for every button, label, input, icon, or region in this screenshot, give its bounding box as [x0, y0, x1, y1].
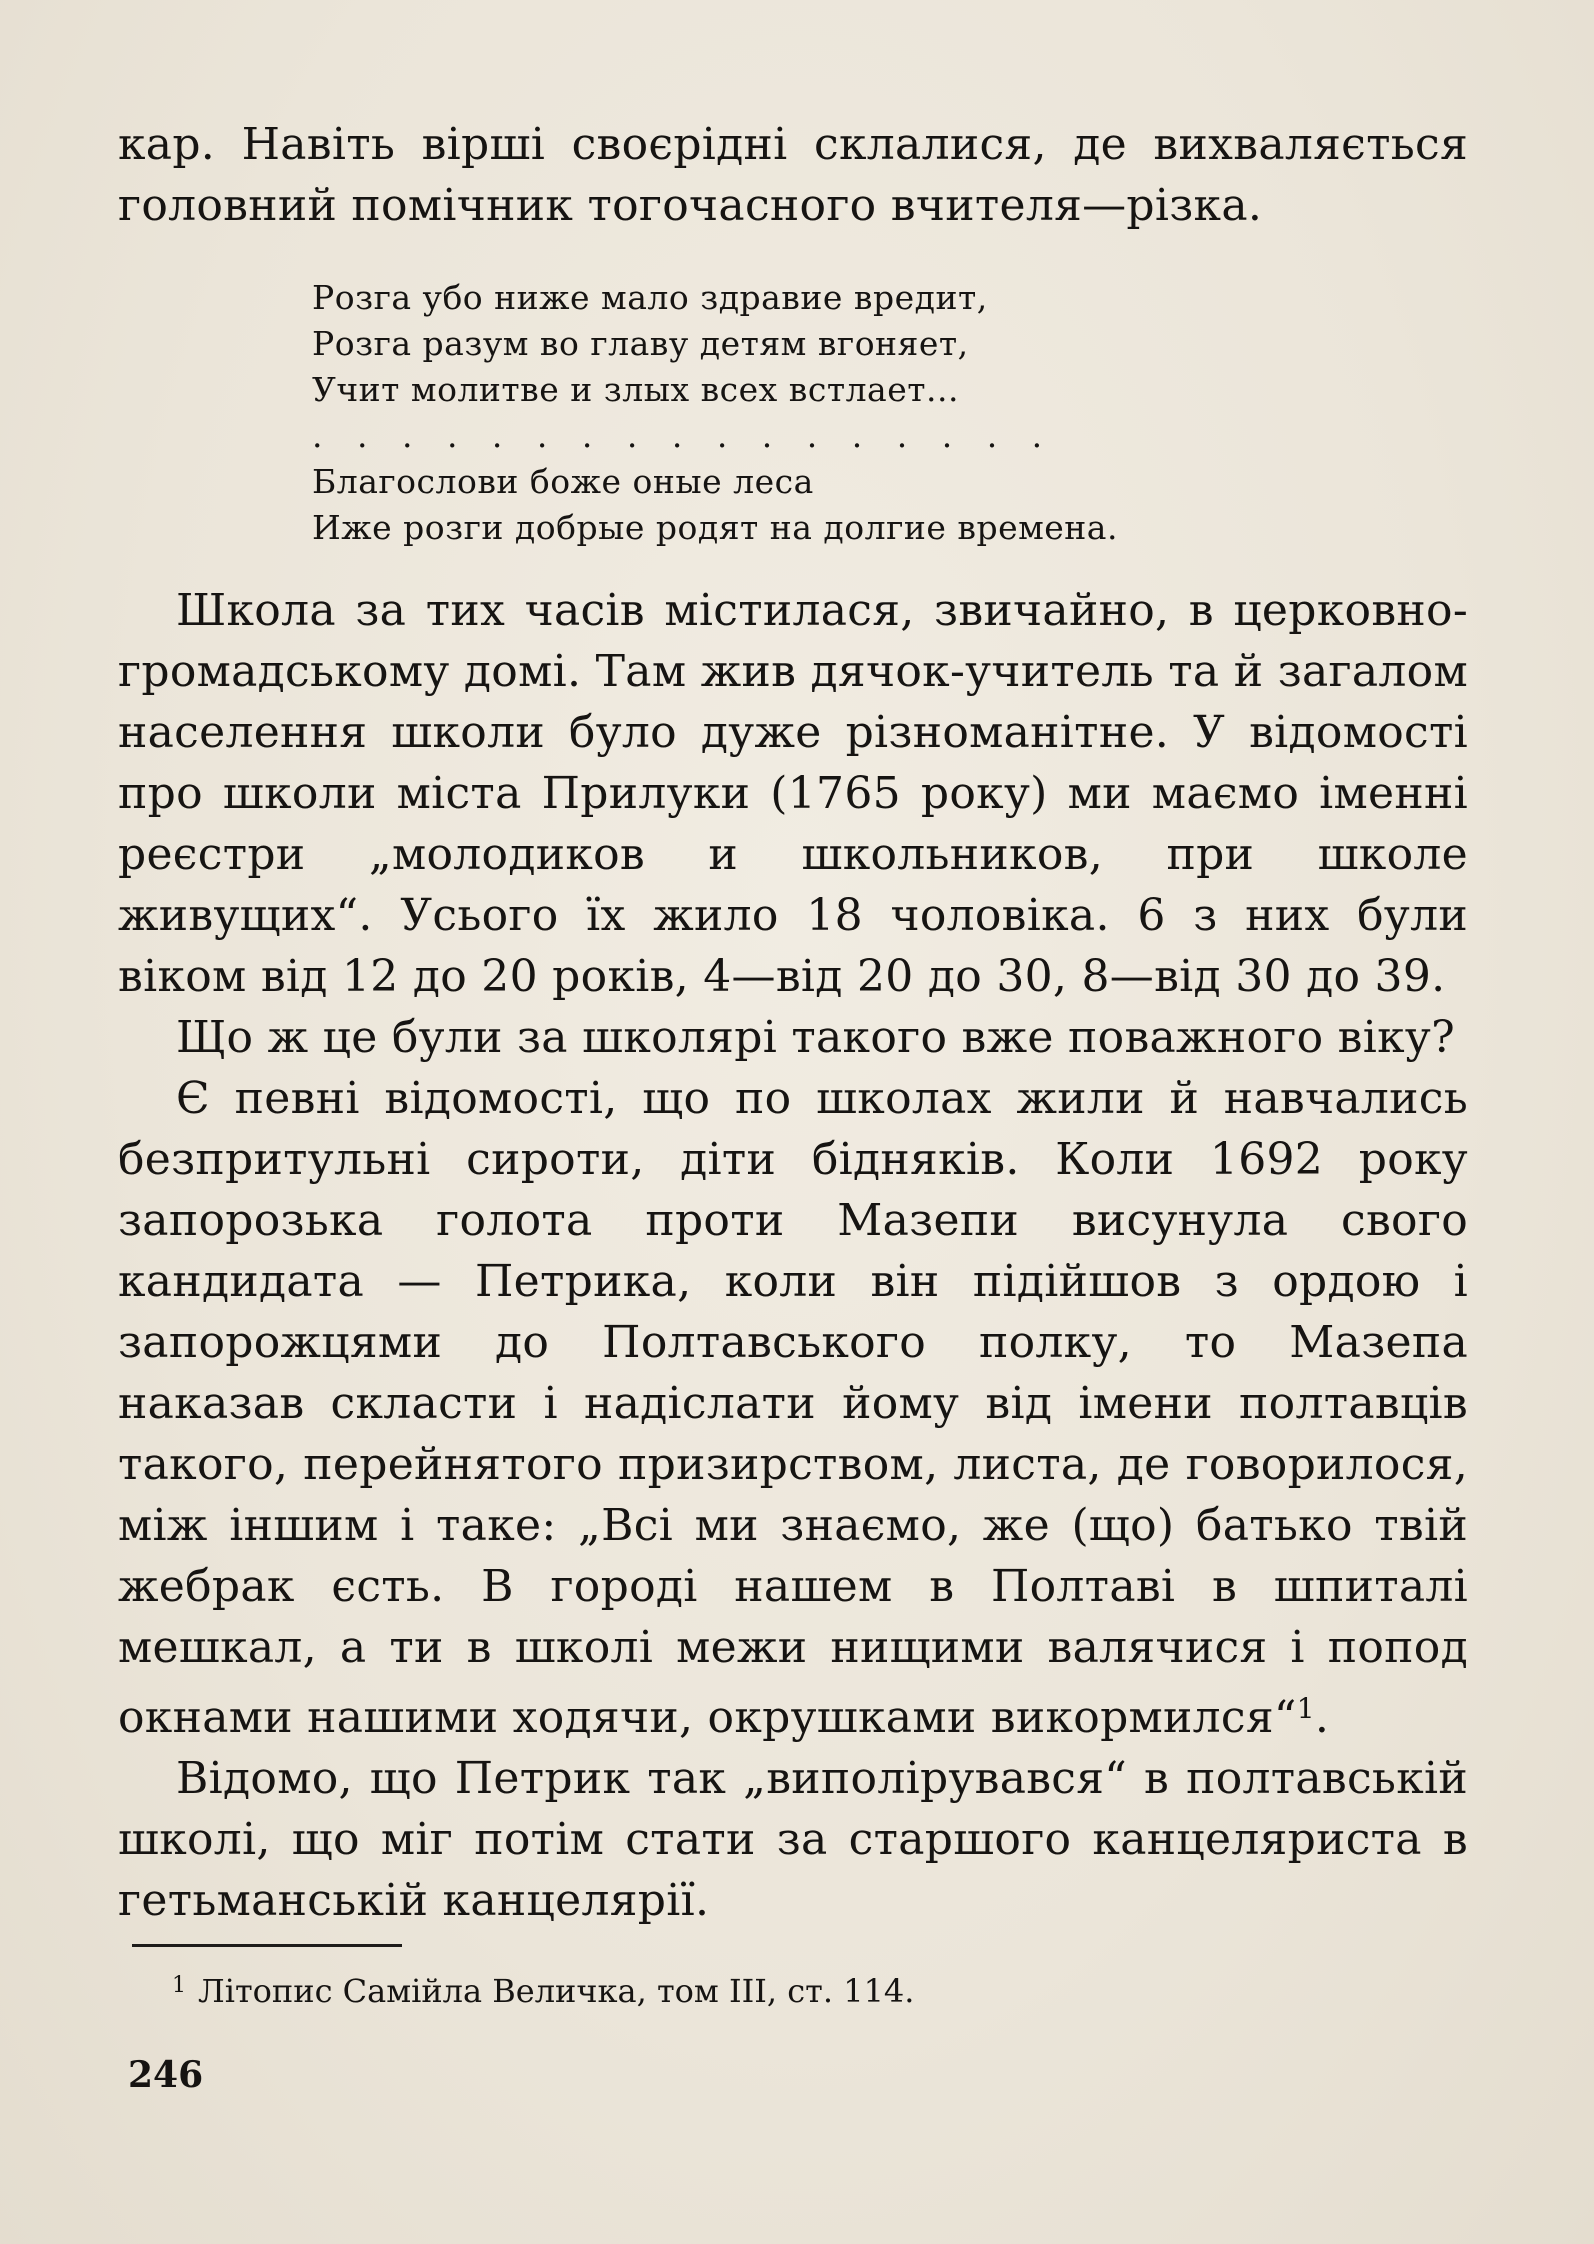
verse-line: Иже розги добрые родят на долгие времена.	[312, 508, 1118, 547]
page-number: 246	[128, 2054, 204, 2096]
footnote-text: Літопис Самійла Величка, том III, ст. 114.	[198, 1972, 915, 2010]
paragraph-with-footnote: Є певні відомості, що по школах жили й навчались безпритульні сироти, діти бідняків. Коли 1692 року запорозька голота проти Мазепи висунула свого кандидата — Петрика, коли він підійшов з ордою і запорожцями до Полтавського полку, то Мазепа наказав скласти і надіслати йому від імени полтавців такого, перейнятого призирством, листа, де говорилося, між іншим і таке: „Всі ми знаємо, же (що) батько твій жебрак єсть. В городі нашем в Полтаві в шпиталі мешкал, а ти в школі межи нищими валячися і попод окнами нашими ходячи, окрушками викормился“$^1$.	[118, 1073, 1468, 1743]
verse-line: Розга разум во главу детям вгоняет,	[312, 324, 969, 363]
footnote-divider	[132, 1944, 402, 1947]
intro-text: кар. Навіть вірші своєрідні склалися, де вихваляється головний помічник тогочасного вчителя—різка.	[118, 119, 1468, 231]
verse-quote	[312, 275, 1312, 551]
paragraph: Що ж це були за школярі такого вже поважного віку?	[176, 1012, 1455, 1063]
footnote	[172, 1964, 914, 2013]
paragraph-text: Є певні відомості, що по школах жили й навчались безпритульні сироти, діти бідняків. Коли 1692 року запорозька голота проти Мазепи висунула свого кандидата — Петрика, коли він підійшов з ордою і запорожцями до Полтавського полку, то Мазепа наказав скласти і надіслати йому від імени полтавців такого, перейнятого призирством, листа, де говорилося, між іншим і таке: „Всі ми знаємо, же (що) батько твій жебрак єсть. В городі нашем в Полтаві в шпиталі мешкал, а ти в школі межи нищими валячися і попод окнами нашими ходячи, окрушками викормился“	[118, 1073, 1468, 1743]
paragraph: Школа за тих часів містилася, звичайно, в церковно-громадському домі. Там жив дячок-учитель та й загалом населення школи було дуже різноманітне. У відомості про школи міста Прилуки (1765 року) ми маємо іменні реєстри „молодиков и школьников, при школе живущих“. Усього їх жило 18 чоловіка. 6 з них були віком від 12 до 20 років, 4—від 20 до 30, 8—від 30 до 39.	[118, 585, 1468, 1002]
body-text	[118, 580, 1468, 1931]
verse-ellipsis: . . . . . . . . . . . . . . . . .	[312, 416, 1055, 455]
paragraph: Відомо, що Петрик так „виполірувався“ в полтавській школі, що міг потім стати за старшого канцеляриста в гетьманській канцелярії.	[118, 1753, 1468, 1926]
verse-line: Благослови боже оные леса	[312, 462, 814, 501]
footnote-marker: 1	[172, 1973, 186, 1998]
verse-line: Учит молитве и злых всех встлает...	[312, 370, 959, 409]
intro-paragraph	[118, 114, 1468, 236]
footnote-reference: 1	[1296, 1692, 1315, 1725]
verse-line: Розга убо ниже мало здравие вредит,	[312, 278, 988, 317]
